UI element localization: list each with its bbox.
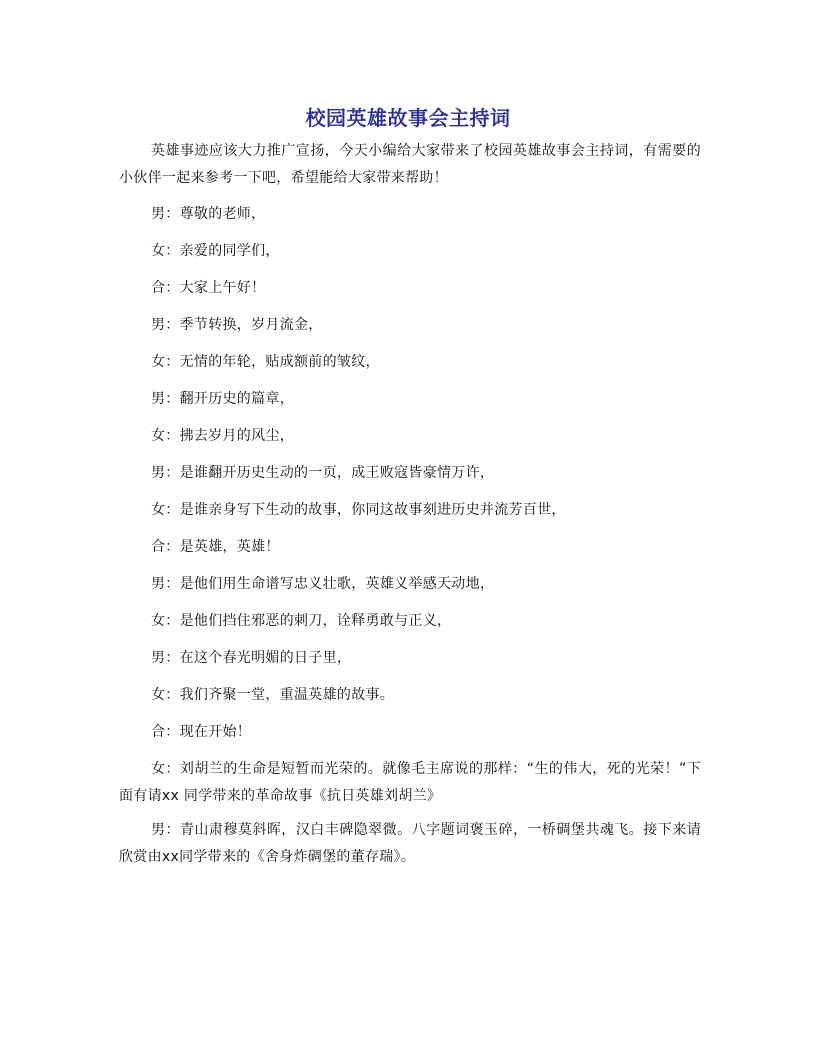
dialogue-line: 女：无情的年轮，贴成额前的皱纹，	[151, 354, 380, 370]
dialogue-line: 男：翻开历史的篇章，	[151, 391, 294, 407]
dialogue-line: 男：是他们用生命谱写忠义壮歌，英雄义举感天动地，	[151, 576, 495, 592]
dialogue-line: 女：是谁亲身写下生动的故事，你同这故事刻进历史并流芳百世，	[151, 502, 566, 518]
dialogue-line: 合：是英雄，英雄！	[151, 539, 280, 555]
dialogue-line: 男：季节转换，岁月流金，	[151, 317, 323, 333]
dialogue-line: 女：我们齐聚一堂，重温英雄的故事。	[151, 687, 395, 703]
dialogue-line: 女：是他们挡住邪恶的刺刀，诠释勇敢与正义，	[151, 613, 452, 629]
dialogue-line: 男：尊敬的老师，	[151, 206, 266, 222]
dialogue-line: 男：是谁翻开历史生动的一页，成王败寇皆豪情万许，	[151, 465, 495, 481]
intro-paragraph: 英雄事迹应该大力推广宣扬，今天小编给大家带来了校园英雄故事会主持词，有需要的小伙伴一起来参考一下吧，希望能给大家带来帮助！	[119, 143, 701, 186]
document-body	[119, 138, 701, 878]
dialogue-line: 女：亲爱的同学们，	[151, 243, 280, 259]
document-title: 校园英雄故事会主持词	[305, 106, 511, 130]
dialogue-line: 女：拂去岁月的风尘，	[151, 428, 294, 444]
dialogue-line: 男：在这个春光明媚的日子里，	[151, 650, 352, 666]
dialogue-line: 合：现在开始！	[151, 724, 252, 740]
dialogue-line: 合：大家上午好！	[151, 280, 266, 296]
story-intro-paragraph: 女：刘胡兰的生命是短暂而光荣的。就像毛主席说的那样：“生的伟大，死的光荣！”下面有请xx 同学带来的革命故事《抗日英雄刘胡兰》	[119, 761, 701, 804]
story-intro-paragraph: 男：青山肃穆莫斜晖，汉白丰碑隐翠微。八字题词褒玉碎，一桥碉堡共魂飞。接下来请欣赏由xx同学带来的《舍身炸碉堡的董存瑞》。	[119, 822, 701, 865]
